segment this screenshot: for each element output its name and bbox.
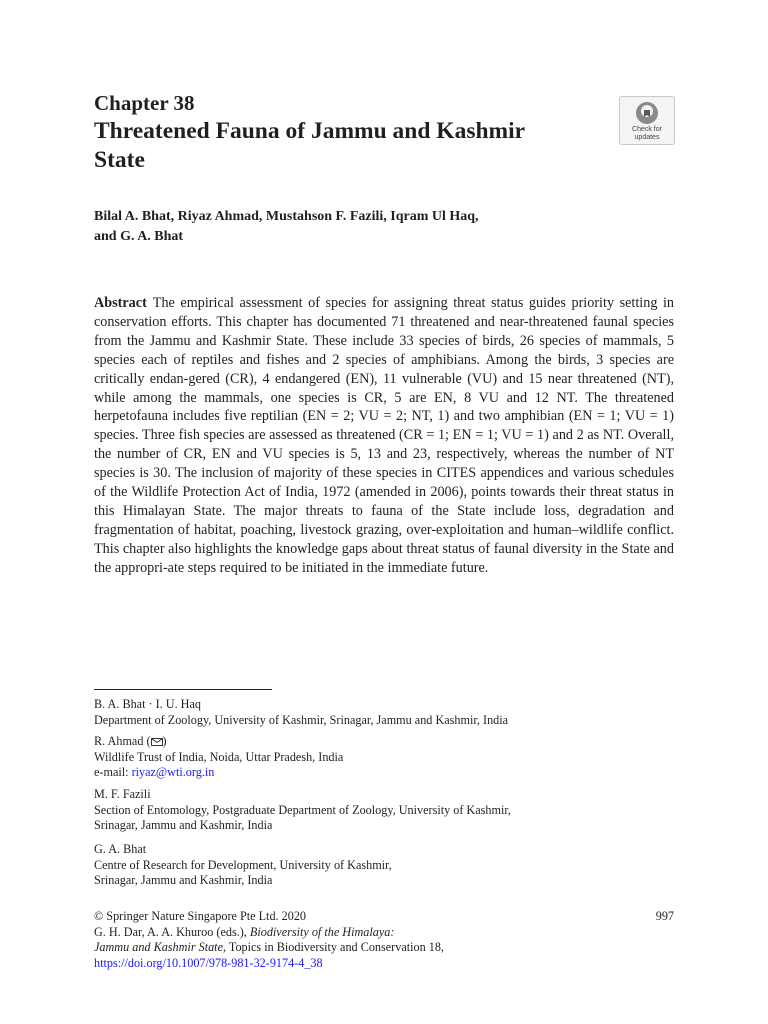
check-for-updates-icon — [635, 101, 659, 125]
affiliation-block — [94, 787, 654, 834]
affiliation-block — [94, 697, 654, 728]
series-info: , Topics in Biodiversity and Conservation 18, — [222, 940, 444, 954]
publication-footer — [94, 909, 674, 971]
affiliation-names: G. A. Bhat — [94, 842, 147, 856]
badge-text-line: updates — [634, 134, 660, 141]
affiliation-line: Centre of Research for Development, University of Kashmir, — [94, 857, 392, 872]
email-label: e-mail: — [94, 765, 132, 779]
chapter-label: Chapter 38 — [94, 91, 195, 115]
affiliation-block — [94, 842, 654, 889]
envelope-icon[interactable] — [151, 738, 163, 746]
affiliation-names-suffix: ) — [162, 734, 167, 748]
chapter-title — [94, 117, 614, 175]
affiliation-line: Srinagar, Jammu and Kashmir, India — [94, 873, 273, 887]
affiliation-names-row — [94, 734, 654, 750]
doi-row — [94, 956, 674, 972]
badge-text-line: Check for — [632, 126, 662, 133]
abstract-label: Abstract — [94, 295, 147, 311]
chapter-title-line: State — [94, 147, 145, 173]
citation-line — [94, 925, 674, 941]
doi-link[interactable]: https://doi.org/10.1007/978-981-32-9174-4_38 — [94, 955, 323, 970]
page-number: 997 — [655, 909, 674, 923]
author-line: Bilal A. Bhat, Riyaz Ahmad, Mustahson F. Fazili, Iqram Ul Haq, — [94, 209, 479, 224]
citation-line — [94, 940, 674, 956]
affiliation-line: Section of Entomology, Postgraduate Department of Zoology, University of Kashmir, — [94, 802, 511, 817]
author-line: and G. A. Bhat — [94, 229, 184, 244]
author-list — [94, 207, 654, 247]
chapter-title-line: Threatened Fauna of Jammu and Kashmir — [94, 118, 526, 144]
affiliation-line: Department of Zoology, University of Kashmir, Srinagar, Jammu and Kashmir, India — [94, 712, 509, 727]
editors: G. H. Dar, A. A. Khuroo (eds.), — [94, 924, 250, 939]
abstract-text: The empirical assessment of species for assigning threat status guides priority setting in conservation efforts. This chapter has documented 71 threatened and near-threatened faunal species from the Jammu and Kashmir State. These include 33 species of birds, 26 species of mammals, 5 species each of reptiles and fishes and 2 species of amphibians. Among the birds, 3 species are critically endan-gered (CR), 4 endangered (EN), 11 vulnerable (VU) and 15 near threatened (NT), while among the mammals, one species is CR, 5 are EN, 8 VU and 12 NT. The threatened herpetofauna includes five reptilian (EN = 2; VU = 2; NT, 1) and two amphibian (EN = 1; VU = 1) species. Three fish species are assessed as threatened (CR = 1; EN = 1; VU = 1) and 2 as NT. Overall, the number of CR, EN and VU species is 5, 13 and 23, respectively, whereas the number of NT species is 30. The inclusion of majority of these species in CITES appendices and various schedules of the Wildlife Protection Act of India, 1972 (amended in 2006), points towards their threat status in this Himalayan State. The major threats to fauna of the State include loss, degradation and fragmentation of habitat, poaching, livestock grazing, over-exploitation and human–wildlife conflict. This chapter also highlights the knowledge gaps about threat status of faunal diversity in the State and the appropri-ate steps required to be initiated in the immediate future. — [94, 295, 674, 576]
book-title: Biodiversity of the Himalaya: — [249, 924, 395, 939]
affiliation-block — [94, 734, 654, 781]
affiliation-names: R. Ahmad ( — [94, 734, 151, 748]
email-link[interactable]: riyaz@wti.org.in — [131, 765, 215, 779]
affiliation-line: Srinagar, Jammu and Kashmir, India — [94, 818, 273, 832]
book-title: Jammu and Kashmir State — [94, 940, 223, 954]
check-for-updates-badge[interactable] — [619, 96, 675, 145]
email-row — [94, 765, 654, 781]
abstract — [94, 294, 674, 578]
footnote-divider — [94, 689, 272, 690]
affiliation-names: M. F. Fazili — [94, 787, 151, 801]
affiliation-line: Wildlife Trust of India, Noida, Uttar Pradesh, India — [94, 749, 344, 764]
affiliation-names: B. A. Bhat · I. U. Haq — [94, 697, 201, 711]
copyright-line: © Springer Nature Singapore Pte Ltd. 2020 — [94, 909, 307, 923]
